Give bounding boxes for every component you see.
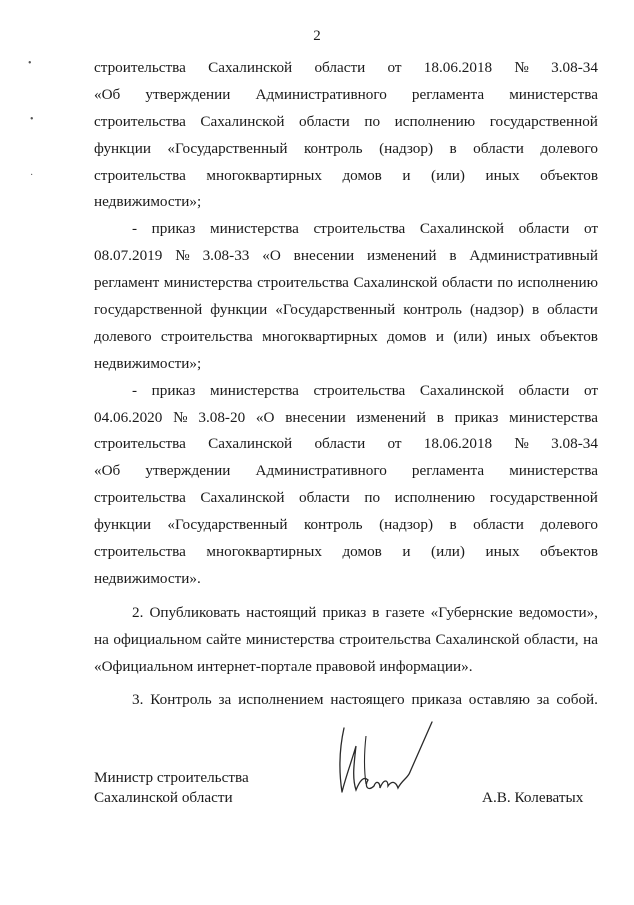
text-line: строительства Сахалинской области от 18.06.2018 № 3.08-34 [94, 59, 598, 76]
signatory-position [94, 768, 249, 808]
text-line: строительства Сахалинской области по исполнению государственной [94, 112, 598, 130]
signatory-position-line1: Министр строительства [94, 769, 249, 786]
text-line: функции «Государственный контроль (надзор) в области долевого [94, 139, 598, 157]
text-line: 08.07.2019 № 3.08-33 «О внесении изменений в Административный [94, 247, 598, 265]
text-line: регламент министерства строительства Сахалинской области по исполнению [94, 274, 598, 292]
text-line: долевого строительства многоквартирных домов и (или) иных объектов [94, 327, 598, 345]
text-line: строительства Сахалинской области от 18.06.2018 № 3.08-34 [94, 435, 598, 453]
text-line: строительства многоквартирных домов и (или) иных объектов [94, 543, 598, 561]
signatory-name: А.В. Колеватых [482, 789, 584, 806]
text-line: «Об утверждении Административного регламента министерства [94, 85, 598, 103]
document-body [94, 55, 598, 714]
scan-mark: · [30, 170, 34, 181]
text-line: 3. Контроль за исполнением настоящего приказа оставляю за собой. [132, 691, 598, 709]
text-line: функции «Государственный контроль (надзор) в области долевого [94, 516, 598, 534]
text-line: на официальном сайте министерства строительства Сахалинской области, на [94, 630, 598, 648]
text-line: - приказ министерства строительства Сахалинской области от [132, 220, 598, 238]
text-line: строительства многоквартирных домов и (или) иных объектов [94, 166, 598, 184]
page-number: 2 [313, 28, 321, 44]
text-line: 04.06.2020 № 3.08-20 «О внесении изменений в приказ министерства [94, 408, 598, 426]
text-line: строительства Сахалинской области по исполнению государственной [94, 489, 598, 507]
text-line: государственной функции «Государственный контроль (надзор) в области [94, 301, 598, 319]
handwritten-signature [330, 716, 436, 808]
text-line: 2. Опубликовать настоящий приказ в газете «Губернские ведомости», [132, 603, 598, 621]
text-line: «Официальном интернет-портале правовой информации». [94, 657, 473, 675]
text-line: недвижимости»; [94, 354, 202, 372]
signatory-position-line2: Сахалинской области [94, 789, 233, 806]
text-line: недвижимости». [94, 569, 201, 587]
text-line: - приказ министерства строительства Сахалинской области от [132, 381, 598, 399]
scan-mark: • [28, 58, 32, 69]
text-line: недвижимости»; [94, 193, 202, 211]
scan-mark: • [30, 114, 34, 125]
text-line: «Об утверждении Административного регламента министерства [94, 462, 598, 480]
